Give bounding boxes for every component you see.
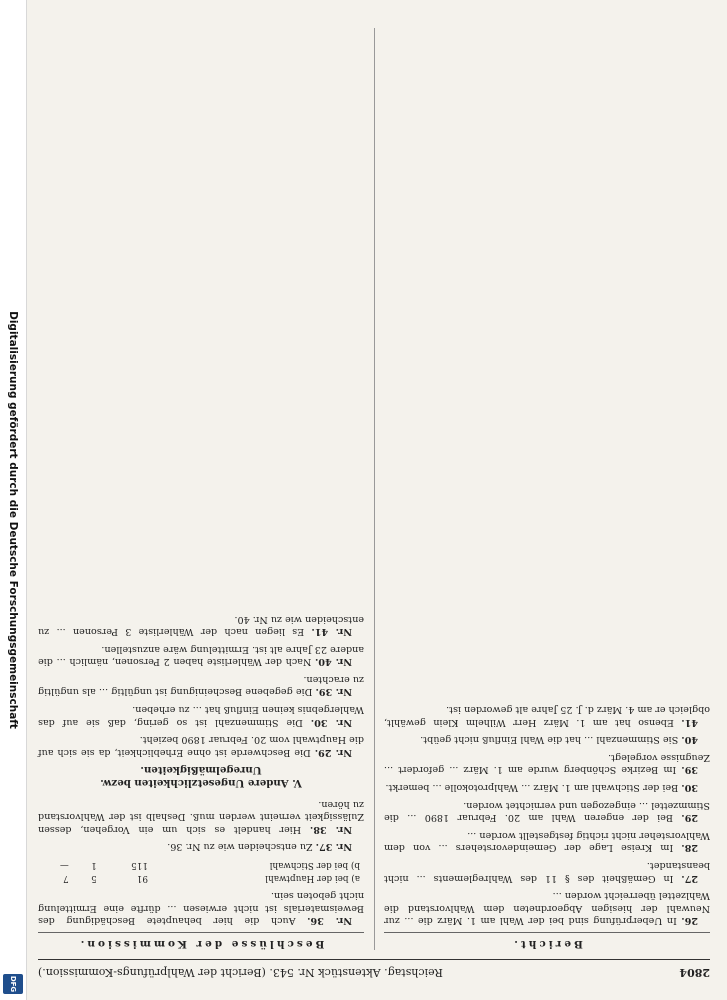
paragraph (38, 889, 364, 927)
paragraph (38, 672, 364, 697)
paragraph-text: Im Bezirke Schönberg wurde am 1. März ... gefordert ... Zeugnisse vorgelegt. (384, 751, 710, 776)
paragraph-text: Bei der engeren Wahl am 20. Februar 1890 ... die Stimmzettel ... eingezogen und vernichtet worden. (384, 799, 710, 824)
right-column (38, 26, 364, 950)
paragraph-number: Nr. 37. (315, 841, 352, 853)
paragraph-number: 39. (681, 764, 698, 776)
paragraph-text: Sie Stimmenzahl ... hat die Wahl Einfluß nicht geübt. (420, 734, 679, 746)
paragraph (384, 703, 710, 728)
paragraph-text: In Gemäßheit des § 11 des Wahlreglements ... nicht beanstandet. (384, 860, 710, 884)
paragraph-number: 30. (681, 782, 698, 794)
table-cell: 7 (63, 872, 69, 883)
paragraph (384, 733, 710, 746)
paragraph-number: 26. (681, 915, 698, 927)
paragraph (384, 828, 710, 853)
paragraph (38, 733, 364, 758)
paragraph (384, 889, 710, 927)
paragraph-text: Ebenso hat am 1. März Herr Wilhelm Klein gewählt, obgleich er am 4. März d. J. 25 Jahre alt geworden ist. (384, 704, 710, 728)
paragraph (38, 703, 364, 728)
paragraph (384, 798, 710, 823)
paragraph-number: 40. (681, 734, 698, 746)
paragraph-text: Auch die hier behauptete Beschädigung des Beweismaterials ist nicht erwiesen ... dürfte eine Ermittelung nicht geboten sein. (38, 890, 364, 927)
paragraph (38, 612, 364, 637)
paragraph-text: Bei der Stichwahl am 1. März ... Wahlprotokolle ... bemerkt. (385, 782, 679, 794)
paragraph-text: Die gegebene Bescheinigung ist ungültig ... als ungültig zu erachten. (38, 673, 364, 698)
paragraph-number: Nr. 40. (315, 656, 352, 668)
paragraph-number: 28. (681, 842, 698, 854)
funding-note-strip (0, 0, 27, 1000)
table-cell: 91 (136, 872, 148, 883)
paragraph-number: Nr. 29. (314, 746, 352, 758)
paragraph-text: Zu entscheiden wie zu Nr. 36. (167, 841, 313, 853)
paragraph-number: Nr. 30. (310, 716, 352, 728)
paragraph-text: Die Beschwerde ist ohne Erheblichkeit, da sie sich auf die Hauptwahl vom 20. Februar 1890 bezieht. (38, 734, 364, 758)
scanned-page (34, 18, 714, 984)
paragraph-number: 27. (681, 872, 698, 884)
paragraph-text: Im Kreise Lage der Gemeindevorstehers ... von dem Wahlvorsteher nicht richtig festgestellt worden ... (383, 829, 710, 854)
paragraph-text: Es liegen nach der Wählerliste 3 Personen ... zu entscheiden wie zu Nr. 40. (38, 613, 364, 638)
paragraph-number: Nr. 36. (307, 915, 352, 927)
table-cell: 115 (131, 860, 148, 871)
left-column-heading: Bericht. (384, 932, 710, 950)
paragraph (38, 642, 364, 667)
paragraph-number: 41. (681, 716, 698, 728)
column-divider (374, 28, 375, 950)
paragraph (384, 750, 710, 775)
paragraph-text: In Ueberprüfung sind bei der Wahl am 1. März die ... zur Neuwahl der hiesigen Abgeordneten dem Wahlvorstand die Wahlzettel überreicht worden ... (384, 890, 710, 927)
section-title: V. Andere Ungesetzlichkeiten bezw. Unregelmäßigkeiten. (100, 764, 302, 790)
page-header (38, 959, 710, 984)
paragraph (38, 840, 364, 853)
paragraph-number: Nr. 39. (315, 686, 352, 698)
vote-count-table (38, 858, 364, 883)
paragraph-text: Nach der Wählerliste haben 2 Personen, nämlich ... die andere 23 Jahre alt ist. Ermittelung wäre anzustellen. (38, 643, 364, 668)
running-title: Reichstag. Aktenstück Nr. 543. (Bericht der Wahlprüfungs-Kommission.) (38, 966, 443, 980)
paragraph (384, 858, 710, 883)
paragraph (384, 780, 710, 793)
paragraph-number: Nr. 38. (309, 823, 352, 835)
page-number: 2804 (679, 966, 710, 980)
paragraph-text: Die Stimmenzahl ist so gering, daß sie auf das Wahlergebnis keinen Einfluß hat ... zu erheben. (38, 704, 364, 728)
right-column-heading: Beschlüsse der Kommission. (38, 932, 364, 950)
table-cell: b) bei der Stichwahl (269, 860, 360, 871)
dfg-logo-icon: DFG (3, 974, 23, 994)
table-row (38, 858, 364, 871)
table-cell: — (59, 860, 69, 871)
table-cell: 5 (91, 872, 97, 883)
paragraph-number: Nr. 41. (311, 626, 352, 638)
table-row (38, 871, 364, 884)
paragraph (38, 797, 364, 835)
paragraph-text: Hier handelt es sich um ein Vorgehen, dessen Zulässigkeit verneint werden muß. Deshalb ist der Wahlvorstand zu hören. (38, 798, 364, 835)
table-cell: a) bei der Hauptwahl (265, 872, 360, 883)
paragraph-number: 29. (681, 812, 698, 824)
left-column (384, 26, 710, 950)
funding-note-text: Digitalisierung gefördert durch die Deutsche Forschungsgemeinschaft (7, 311, 19, 729)
table-cell: 1 (91, 860, 97, 871)
